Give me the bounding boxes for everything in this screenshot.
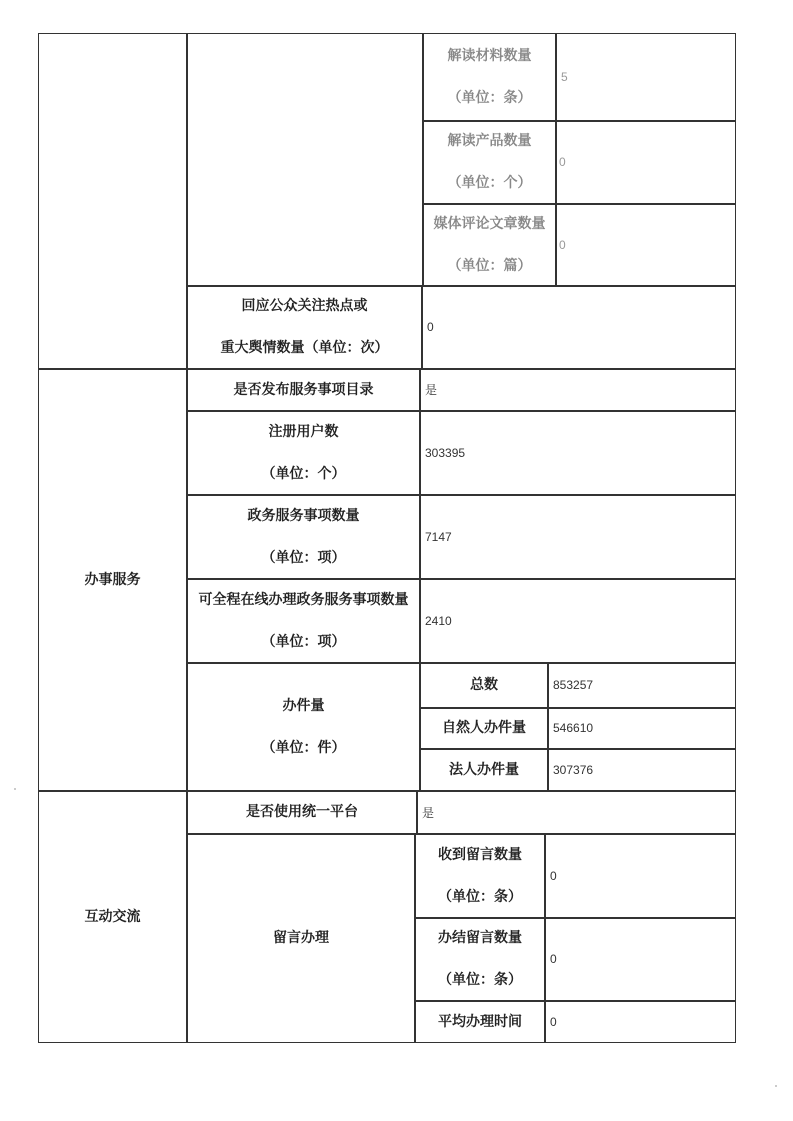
products-unit: （单位：个） bbox=[447, 175, 532, 191]
scan-speck bbox=[14, 788, 16, 790]
natural-person-value: 546610 bbox=[553, 721, 594, 735]
total-value: 853257 bbox=[553, 678, 594, 692]
items-label-cell bbox=[188, 495, 419, 578]
online-label-cell bbox=[188, 579, 419, 662]
messages-label: 留言办理 bbox=[273, 930, 329, 946]
cases-label-cell bbox=[188, 663, 419, 790]
media-unit: （单位：篇） bbox=[447, 257, 532, 274]
media-label: 媒体评论文章数量 bbox=[433, 215, 546, 232]
users-unit: （单位：个） bbox=[261, 465, 346, 482]
catalog-value: 是 bbox=[425, 383, 438, 397]
products-value: 0 bbox=[559, 155, 566, 169]
items-label: 政务服务事项数量 bbox=[247, 507, 360, 524]
online-value: 2410 bbox=[425, 613, 452, 628]
users-label: 注册用户数 bbox=[268, 423, 339, 440]
closed-label: 办结留言数量 bbox=[438, 930, 522, 946]
scan-speck bbox=[775, 1085, 777, 1087]
online-unit: （单位：项） bbox=[261, 633, 346, 650]
materials-unit: （单位：条） bbox=[447, 90, 532, 106]
materials-label: 解读材料数量 bbox=[447, 48, 532, 64]
interaction-section-label: 互动交流 bbox=[84, 908, 141, 925]
received-label-cell bbox=[416, 834, 544, 917]
response-value: 0 bbox=[427, 320, 434, 334]
cases-unit: （单位：件） bbox=[261, 739, 346, 756]
legal-person-label: 法人办件量 bbox=[449, 761, 519, 778]
items-unit: （单位：项） bbox=[261, 549, 346, 566]
avg-time-value: 0 bbox=[550, 1014, 557, 1029]
legal-person-value: 307376 bbox=[553, 762, 594, 777]
users-label-cell bbox=[188, 411, 419, 494]
products-label-cell bbox=[424, 121, 555, 203]
products-label: 解读产品数量 bbox=[447, 133, 532, 149]
platform-value: 是 bbox=[422, 805, 435, 820]
cases-label: 办件量 bbox=[282, 697, 325, 714]
response-label-line1: 回应公众关注热点或 bbox=[241, 298, 368, 314]
users-value: 303395 bbox=[425, 445, 466, 460]
closed-label-cell bbox=[416, 918, 544, 1000]
received-value: 0 bbox=[550, 868, 557, 883]
service-section-label: 办事服务 bbox=[84, 571, 141, 588]
response-label-line2: 重大舆情数量（单位：次） bbox=[220, 340, 389, 356]
natural-person-label: 自然人办件量 bbox=[442, 720, 526, 736]
received-unit: （单位：条） bbox=[438, 888, 522, 905]
total-label: 总数 bbox=[470, 677, 498, 693]
items-value: 7147 bbox=[425, 529, 452, 544]
platform-label: 是否使用统一平台 bbox=[246, 804, 358, 820]
statistics-table bbox=[38, 33, 736, 1043]
response-label-cell bbox=[188, 286, 421, 368]
received-label: 收到留言数量 bbox=[438, 846, 522, 863]
materials-value: 5 bbox=[561, 70, 568, 84]
media-label-cell bbox=[424, 204, 555, 285]
media-value: 0 bbox=[559, 237, 566, 252]
avg-time-label: 平均办理时间 bbox=[438, 1013, 522, 1030]
closed-value: 0 bbox=[550, 952, 557, 966]
online-label: 可全程在线办理政务服务事项数量 bbox=[198, 591, 409, 608]
materials-label-cell bbox=[424, 34, 555, 120]
closed-unit: （单位：条） bbox=[438, 972, 522, 988]
catalog-label: 是否发布服务事项目录 bbox=[233, 381, 374, 398]
